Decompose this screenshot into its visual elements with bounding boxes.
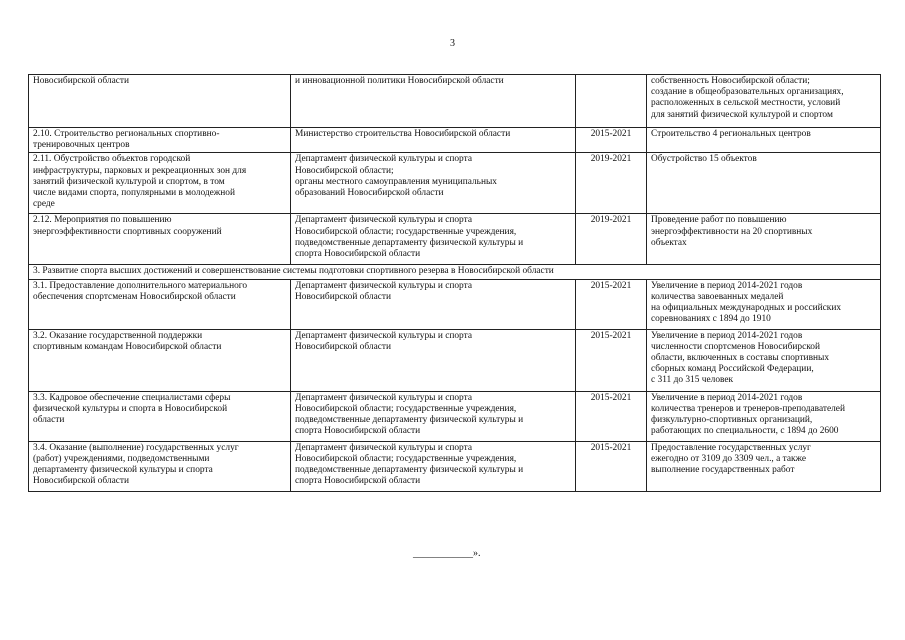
measure-cell: 2.11. Обустройство объектов городской инфраструктуры, парковых и рекреационных зон для занятий физической культурой и спортом, в том числе видами спорта, популярными в молодежной среде [29, 153, 291, 214]
page-number: 3 [450, 38, 455, 49]
period-cell: 2019-2021 [576, 214, 647, 265]
section-title: 3. Развитие спорта высших достижений и совершенствование системы подготовки спортивного резерва в Новосибирской области [29, 265, 881, 279]
measure-cell: 3.4. Оказание (выполнение) государственных услуг (работ) учреждениями, подведомственными департаменту физической культуры и спорта Новосибирской области [29, 441, 291, 491]
result-cell: Строительство 4 региональных центров [647, 128, 881, 153]
table-row [29, 214, 881, 265]
period-cell: 2015-2021 [576, 329, 647, 391]
table-row [29, 329, 881, 391]
executor-cell: и инновационной политики Новосибирской области [291, 75, 576, 128]
table-row [29, 75, 881, 128]
result-cell: Обустройство 15 объектов [647, 153, 881, 214]
period-cell: 2015-2021 [576, 128, 647, 153]
result-cell: Увеличение в период 2014-2021 годов численности спортсменов Новосибирской области, включенных в составы спортивных сборных команд Российской Федерации, с 311 до 315 человек [647, 329, 881, 391]
executor-cell: Департамент физической культуры и спорта Новосибирской области; государственные учреждения, подведомственные департаменту физической культуры и спорта Новосибирской области [291, 391, 576, 441]
period-cell: 2015-2021 [576, 279, 647, 329]
table-row [29, 128, 881, 153]
table-row [29, 391, 881, 441]
executor-cell: Департамент физической культуры и спорта Новосибирской области; государственные учреждения, подведомственные департаменту физической культуры и спорта Новосибирской области [291, 441, 576, 491]
executor-cell: Департамент физической культуры и спорта Новосибирской области [291, 279, 576, 329]
measure-cell: 3.3. Кадровое обеспечение специалистами сферы физической культуры и спорта в Новосибирской области [29, 391, 291, 441]
period-cell: 2015-2021 [576, 441, 647, 491]
executor-cell: Департамент физической культуры и спорта Новосибирской области [291, 329, 576, 391]
executor-cell: Департамент физической культуры и спорта Новосибирской области; органы местного самоуправления муниципальных образований Новосибирской области [291, 153, 576, 214]
executor-cell: Департамент физической культуры и спорта Новосибирской области; государственные учреждения, подведомственные департаменту физической культуры и спорта Новосибирской области [291, 214, 576, 265]
result-cell: Увеличение в период 2014-2021 годов количества тренеров и тренеров-преподавателей физкультурно-спортивных организаций, работающих по специальности, с 1894 до 2600 [647, 391, 881, 441]
measure-cell: 3.1. Предоставление дополнительного материального обеспечения спортсменам Новосибирской области [29, 279, 291, 329]
executor-cell: Министерство строительства Новосибирской области [291, 128, 576, 153]
measure-cell: 2.10. Строительство региональных спортивно- тренировочных центров [29, 128, 291, 153]
result-cell: собственность Новосибирской области; создание в общеобразовательных организациях, расположенных в сельской местности, условий для занятий физической культурой и спортом [647, 75, 881, 128]
table-row [29, 279, 881, 329]
measure-cell: Новосибирской области [29, 75, 291, 128]
program-table [28, 74, 881, 492]
measure-cell: 3.2. Оказание государственной поддержки спортивным командам Новосибирской области [29, 329, 291, 391]
closing-mark: ____________». [413, 548, 481, 559]
result-cell: Проведение работ по повышению энергоэффективности на 20 спортивных объектах [647, 214, 881, 265]
measure-cell: 2.12. Мероприятия по повышению энергоэффективности спортивных сооружений [29, 214, 291, 265]
result-cell: Увеличение в период 2014-2021 годов количества завоеванных медалей на официальных международных и российских соревнованиях с 1894 до 1910 [647, 279, 881, 329]
period-cell: 2019-2021 [576, 153, 647, 214]
period-cell [576, 75, 647, 128]
table-row [29, 153, 881, 214]
table-row [29, 441, 881, 491]
result-cell: Предоставление государственных услуг ежегодно от 3109 до 3309 чел., а также выполнение государственных работ [647, 441, 881, 491]
period-cell: 2015-2021 [576, 391, 647, 441]
section-row [29, 265, 881, 279]
